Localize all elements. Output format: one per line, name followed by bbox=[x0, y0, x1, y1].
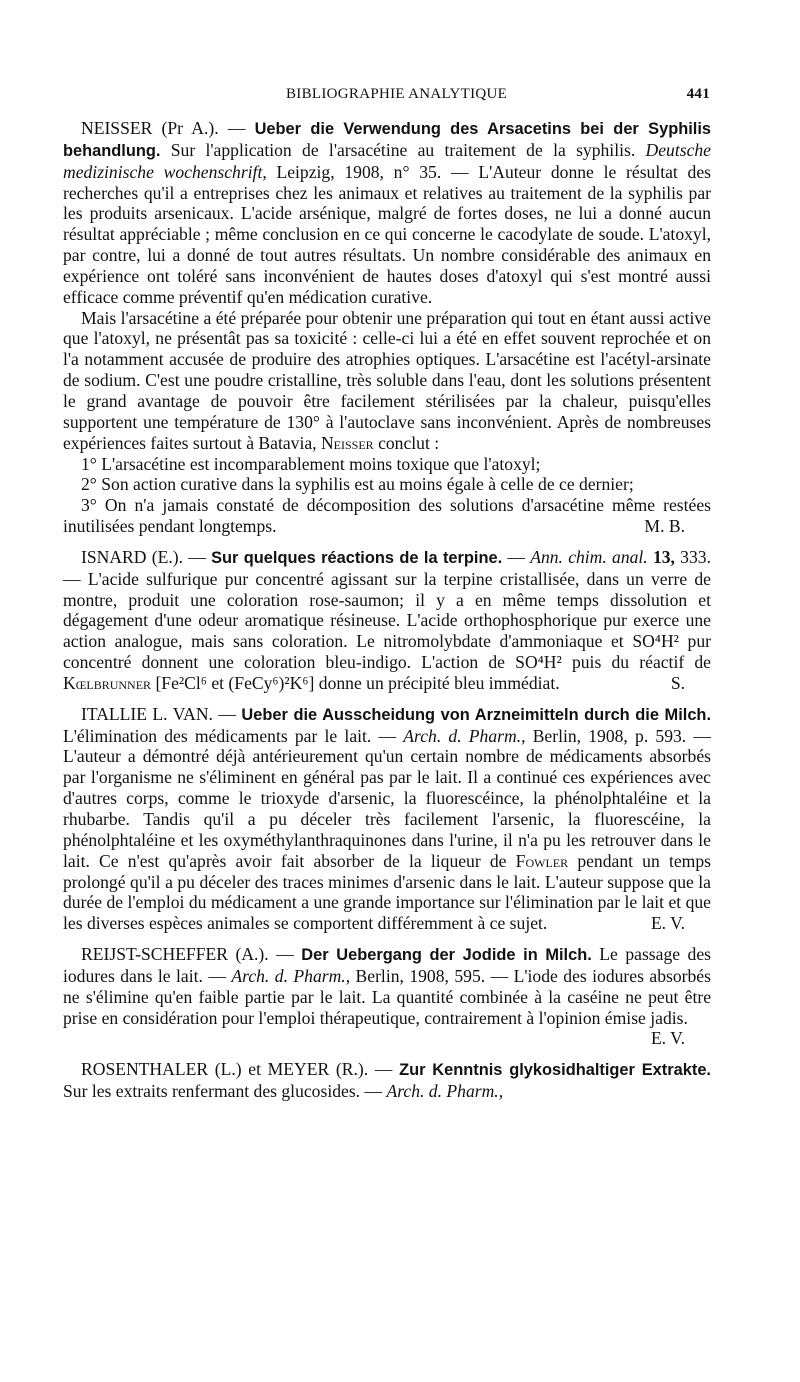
entry-translation: L'élimination des médicaments par le lait. bbox=[63, 725, 372, 746]
entry-journal: Arch. d. Pharm., bbox=[231, 965, 351, 986]
dash: — bbox=[378, 725, 397, 746]
page-number: 441 bbox=[686, 86, 710, 102]
entry-journal: Ann. chim. anal. bbox=[530, 546, 648, 567]
entry-reference: Berlin, 1908, 595. bbox=[355, 965, 486, 986]
entry-point: 3° On n'a jamais constaté de décomposition des solutions d'arsacétine même restées inutilisées pendant longtemps. M. B. bbox=[63, 495, 711, 537]
entry-title: Ueber die Verwendung des Arsacetins bei der Syphilis behandlung. bbox=[63, 120, 711, 160]
entry-point: 1° L'arsacétine est incomparablement moins toxique que l'atoxyl; bbox=[81, 453, 541, 474]
bibliography-entry bbox=[63, 944, 711, 1049]
bibliography-entry bbox=[63, 547, 711, 694]
entry-abstract: Mais l'arsacétine a été préparée pour obtenir une préparation qui tout en étant aussi active que l'atoxyl, ne présentât pas sa toxicité : celle-ci lui a été en effet souvent reprochée et on l'a notamment accusée de produire des atrophies optiques. L'arsacétine est l'acétyl-arsinate de sodium. C'est une poudre cristalline, très soluble dans l'eau, dont les solutions présentent le grand avantage de pouvoir être facilement stérilisées par la chaleur, puisqu'elles supportent une température de 130° à l'autoclave sans inconvénient. Après de nombreuses expériences faites surtout à Batavia, bbox=[63, 307, 711, 453]
entry-author: ISNARD (E.). bbox=[81, 546, 183, 567]
dash: — bbox=[276, 944, 294, 965]
entry-author: ROSENTHALER (L.) et MEYER (R.). bbox=[81, 1059, 369, 1080]
entry-volume: 13, bbox=[652, 546, 675, 567]
entry-signature: E. V. bbox=[650, 1028, 685, 1049]
bibliography-entry bbox=[63, 1059, 711, 1102]
entry-author: NEISSER (Pr A.). bbox=[81, 118, 219, 138]
entry-reference: Berlin, 1908, p. 593. bbox=[532, 725, 687, 746]
dash: — bbox=[218, 703, 236, 724]
entry-journal: Arch. d. Pharm., bbox=[386, 1081, 504, 1102]
bibliography-entry bbox=[63, 118, 711, 537]
entry-abstract: L'auteur a démontré déjà antérieurement qu'un certain nombre de médicaments absorbés par l'organisme ne s'éliminent en général pas par le lait. Il a continué ces expériences avec d'autres corps, comme le trioxyde d'arsenic, la fluorescéince, la phénolphtaléine et la rhubarbe. Tandis qu'il a pu déceler très facilement l'arsenic, la fluorescéine, la phénolphtaléine et les oxyméthylanthraquinones dans l'urine, il n'a pu les retrouver dans le lait. Ce n'est qu'après avoir fait absorber de la liqueur de bbox=[63, 746, 711, 871]
bibliography-entry bbox=[63, 704, 711, 934]
entry-paragraph bbox=[63, 944, 711, 1049]
entry-title: Ueber die Ausscheidung von Arzneimitteln durch die Milch. bbox=[241, 705, 711, 724]
entry-reference: 333. bbox=[680, 546, 711, 567]
entry-translation: Le passage des iodures dans le lait. bbox=[63, 944, 711, 986]
bibliography-body bbox=[63, 118, 711, 1112]
entry-journal: Arch. d. Pharm., bbox=[403, 725, 526, 746]
dash: — bbox=[364, 1081, 383, 1102]
entry-signature: E. V. bbox=[650, 913, 685, 934]
entry-signature: S. bbox=[670, 672, 685, 693]
entry-abstract: conclut : bbox=[378, 432, 440, 453]
dash: — bbox=[188, 546, 206, 567]
entry-abstract: L'acide sulfurique pur concentré agissant sur la terpine cristallisée, dans un verre de montre, produit une coloration rose-saumon; il y a en même temps dissolution et dégagement d'une odeur aromatique résineuse. L'acide orthophosphorique pur exerce une action analogue, mais sans coloration. Le nitromolybdate d'ammoniaque et SO⁴H² pur concentré donnent une coloration bleu-indigo. L'action de SO⁴H² puis du réactif de bbox=[63, 568, 711, 673]
entry-name: Neisser bbox=[320, 432, 374, 453]
dash: — bbox=[507, 546, 525, 567]
dash: — bbox=[490, 965, 509, 986]
entry-abstract: L'Auteur donne le résultat des recherches qu'il a entreprises chez les animaux et relatives au traitement de la syphilis par les produits arsenicaux. L'acide arsénique, malgré de fortes doses, ne lui a donné aucun résultat appréciable ; même conclusion en ce qui concerne le cacodylate de soude. L'atoxyl, par contre, lui a donné de tout autres résultats. Un nombre considérable des animaux en expérience ont toléré sans inconvénient de hautes doses d'atoxyl qui s'est montré aussi efficace comme préventif qu'en médication curative. bbox=[63, 161, 712, 307]
entry-name: Fowler bbox=[515, 850, 569, 871]
dash: — bbox=[208, 965, 226, 986]
dash: — bbox=[63, 568, 81, 589]
entry-author: ITALLIE L. VAN. bbox=[81, 703, 213, 724]
entry-translation: Sur les extraits renfermant des glucosides. bbox=[63, 1081, 361, 1102]
dash: — bbox=[374, 1059, 393, 1080]
entry-paragraph bbox=[63, 704, 711, 934]
entry-journal: Deutsche medizinische wochenschrift, bbox=[63, 139, 711, 182]
running-title: BIBLIOGRAPHIE ANALYTIQUE bbox=[286, 86, 508, 102]
entry-title: Zur Kenntnis glykosidhaltiger Extrakte. bbox=[399, 1061, 711, 1080]
entry-paragraph bbox=[63, 547, 711, 694]
entry-abstract: L'iode des iodures absorbés ne s'élimine qu'en faible partie par le lait. La quantité combinée à la caséine ne peut être prise en considération pour l'emploi thérapeutique, contrairement à l'opinion émise jadis. bbox=[63, 965, 711, 1028]
entry-signature: M. B. bbox=[644, 516, 685, 537]
dash: — bbox=[693, 725, 711, 746]
entry-abstract: [Fe²Cl⁶ et (FeCy⁶)²K⁶] donne un précipité bleu immédiat. bbox=[155, 672, 560, 693]
entry-translation: Sur l'application de l'arsacétine au traitement de la syphilis. bbox=[170, 139, 636, 160]
entry-author: REIJST-SCHEFFER (A.). bbox=[81, 944, 269, 965]
dash: — bbox=[227, 118, 246, 138]
entry-title: Sur quelques réactions de la terpine. bbox=[211, 548, 503, 567]
entry-title: Der Uebergang der Jodide in Milch. bbox=[301, 946, 592, 965]
entry-paragraph bbox=[63, 308, 711, 454]
entry-reference: Leipzig, 1908, n° 35. bbox=[276, 161, 442, 182]
entry-paragraph bbox=[63, 118, 711, 308]
entry-abstract: pendant un temps prolongé qu'il a pu déceler des traces minimes d'arsenic dans le lait. L'auteur suppose que la durée de l'emploi du médicament a une grande importance sur l'élimination par le lait et que les diverses espèces animales se comportent différemment à ce sujet. bbox=[63, 850, 711, 934]
entry-name: Kœlbrunner bbox=[63, 672, 152, 693]
entry-point: 2° Son action curative dans la syphilis est au moins égale à celle de ce dernier; bbox=[81, 474, 634, 495]
dash: — bbox=[451, 161, 469, 182]
entry-paragraph bbox=[63, 1059, 711, 1102]
